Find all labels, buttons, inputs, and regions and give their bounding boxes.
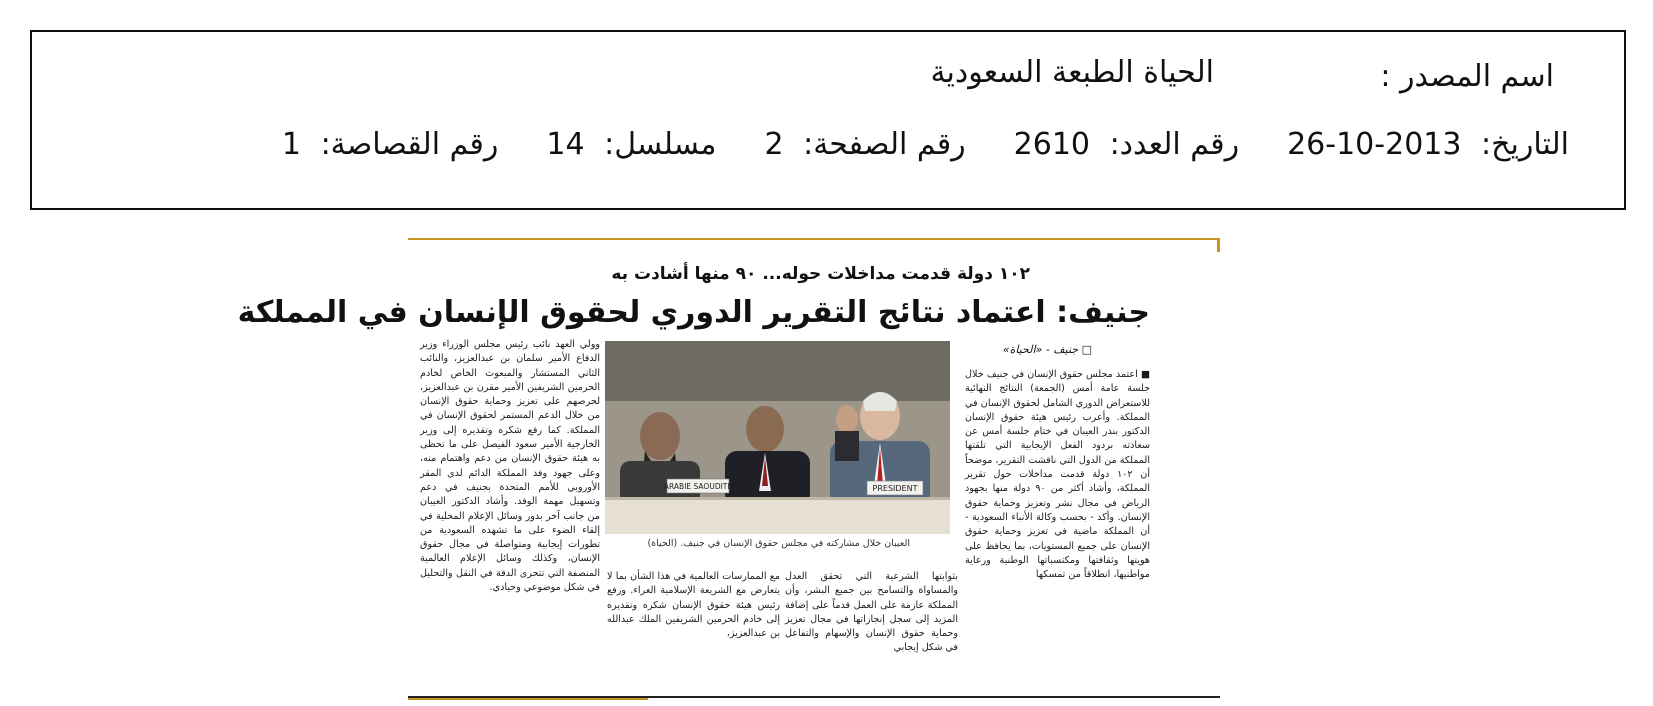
issue-value: 2610 [1013,127,1091,162]
date-field [1287,127,1569,162]
article-text-under-2: مع الممارسات العالمية في هذا الشأن بما لا يتعارض مع الشريعة الإسلامية الغراء. ورفع رئيس هيئة حقوق الإنسان شكره وتقديره إلى خادم الحرمين الشريفين الملك عبدالله بن عبدالعزيز، [607,571,780,640]
serial-field [546,127,717,162]
article-headline: جنيف: اعتماد نتائج التقرير الدوري لحقوق الإنسان في المملكة [237,295,1150,330]
top-rule-corner [1217,238,1220,252]
clip-label: رقم القصاصة: [320,127,499,162]
serial-value: 14 [546,127,585,162]
article-column-right [965,368,1150,706]
top-rule [408,238,1220,240]
article-column-under-1 [785,570,958,706]
page-field [764,127,966,162]
article-photo [605,341,950,534]
bottom-gold-rule [408,698,648,706]
clip-value: 1 [281,127,302,162]
source-metadata-box [30,30,1626,210]
article-column-left [420,338,600,706]
article-text-under-1: بثوابتها الشرعية التي تحقق العدل والمساواة والتسامح بين جميع البشر، وأن المملكة عازمة على العمل قدماً على إضافة المزيد إلى سجل إنجازاتها في مجال تعزيز وحماية حقوق الإنسان والإسهام والتفاعل في شكل إيجابي [785,571,958,654]
clip-field [281,127,499,162]
article-column-under-2 [607,570,780,706]
article-byline: □ جنيف - «الحياة» [1002,343,1092,356]
newspaper-clipping [237,238,1220,706]
page-value: 2 [764,127,784,162]
article-text-right: ■ اعتمد مجلس حقوق الإنسان في جنيف خلال جلسة عامة أمس (الجمعة) النتائج النهائية للاستعراض الدوري الشامل لحقوق الإنسان في المملكة. وأعرب رئيس هيئة حقوق الإنسان الدكتور بندر العيبان في ختام جلسة أمس عن سعادته بردود الفعل الإيجابية التي تلقتها المملكة من الدول التي ناقشت التقرير، موضحاً أن ١٠٢ دولة قدمت مداخلات حول تقرير المملكة، وأشاد أكثر من ٩٠ دولة منها بجهود الرياض في مجال نشر وتعزيز وحماية حقوق الإنسان. وأكد - بحسب وكالة الأنباء السعودية - أن المملكة ماضية في تعزيز وحماية حقوق الإنسان على جميع المستويات، بما يحافظ على هويتها وثقافتها ومكتسباتها الوطنية ورعاية مواطنيها، انطلاقاً من تمسكها [965,369,1150,581]
issue-field [1013,127,1240,162]
metadata-row [281,127,1569,162]
issue-label: رقم العدد: [1109,127,1240,162]
article-kicker: ١٠٢ دولة قدمت مداخلات حوله... ٩٠ منها أشادت به [611,264,1030,284]
placard-left: ARABIE SAOUDITE [663,482,733,491]
date-label: التاريخ: [1481,127,1569,162]
source-label: اسم المصدر : [1380,59,1554,94]
source-value: الحياة الطبعة السعودية [930,55,1214,90]
photo-illustration [605,341,950,534]
date-value: 2013-10-26 [1287,127,1462,162]
page-label: رقم الصفحة: [803,127,966,162]
placard-right: PRESIDENT [872,484,918,493]
serial-label: مسلسل: [604,127,717,162]
photo-caption: العيبان خلال مشاركته في مجلس حقوق الإنسان في جنيف. (الحياة) [647,538,910,549]
article-text-left: وولي العهد نائب رئيس مجلس الوزراء وزير الدفاع الأمير سلمان بن عبدالعزيز، والنائب الثاني المستشار والمبعوث الخاص لخادم الحرمين الشريفين الأمير مقرن بن عبدالعزيز، لحرصهم على تعزيز وحماية حقوق الإنسان من خلال الدعم المستمر لحقوق الإنسان في المملكة. كما رفع شكره وتقديره إلى وزير الخارجية الأمير سعود الفيصل على ما تحظى به هيئة حقوق الإنسان من دعم واهتمام منه، وعلى جهود وفد المملكة الدائم لدى المقر الأوروبي للأمم المتحدة بجنيف في دعم وتسهيل مهمة الوفد. وأشاد الدكتور العيبان من جانب آخر بدور وسائل الإعلام المحلية في إلقاء الضوء على ما تشهده السعودية من تطورات إيجابية ومتواصلة في مجال حقوق الإنسان، وكذلك وسائل الإعلام العالمية المنصفة التي تتحرى الدقة في النقل والتحليل في شكل موضوعي وحيادي. [420,339,600,594]
